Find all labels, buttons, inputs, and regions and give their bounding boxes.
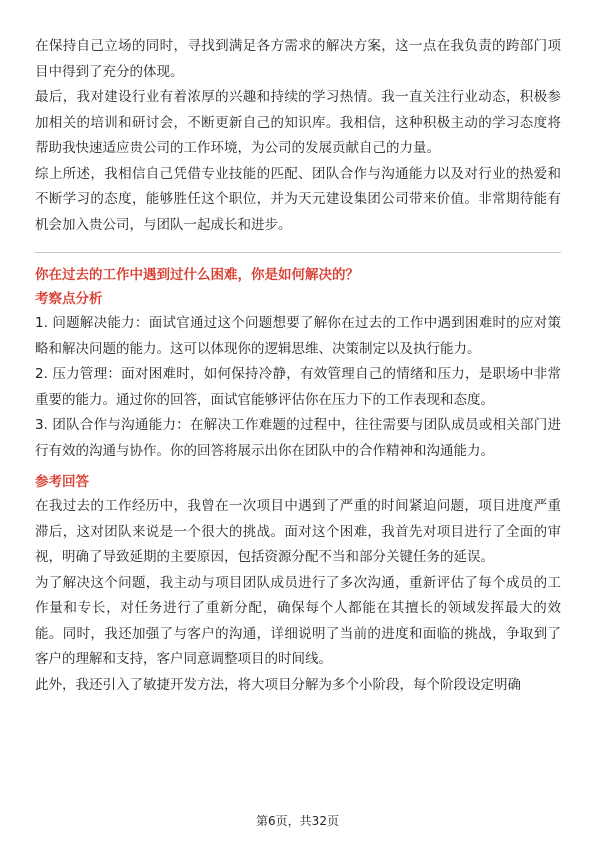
intro-paragraph-2: 最后，我对建设行业有着浓厚的兴趣和持续的学习热情。我一直关注行业动态，积极参加相关的培训和研讨会，不断更新自己的知识库。我相信，这种积极主动的学习态度将帮助我快速适应贵公司的工作环境，为公司的发展贡献自己的力量。 [35,89,561,156]
intro-paragraph-1: 在保持自己立场的同时，寻找到满足各方需求的解决方案，这一点在我负责的跨部门项目中得到了充分的体现。 [35,38,561,80]
analysis-point-3: 3. 团队合作与沟通能力：在解决工作难题的过程中，往往需要与团队成员或相关部门进行有效的沟通与协作。你的回答将展示出你在团队中的合作精神和沟通能力。 [35,417,561,459]
analysis-point-2: 2. 压力管理：面对困难时，如何保持冷静，有效管理自己的情绪和压力，是职场中非常重要的能力。通过你的回答，面试官能够评估你在压力下的工作表现和态度。 [35,366,561,408]
answer-paragraph-1: 在我过去的工作经历中，我曾在一次项目中遇到了严重的时间紧迫问题，项目进度严重滞后，这对团队来说是一个很大的挑战。面对这个困难，我首先对项目进行了全面的审视，明确了导致延期的主要原因，包括资源分配不当和部分关键任务的延误。 [35,498,561,565]
answer-paragraph-3: 此外，我还引入了敏捷开发方法，将大项目分解为多个小阶段，每个阶段设定明确 [35,676,521,693]
analysis-point-1: 1. 问题解决能力：面试官通过这个问题想要了解你在过去的工作中遇到困难时的应对策略和解决问题的能力。这可以体现你的逻辑思维、决策制定以及执行能力。 [35,315,561,357]
interview-question: 你在过去的工作中遇到过什么困难，你是如何解决的？ [35,267,359,283]
answer-heading: 参考回答 [35,474,89,490]
intro-paragraph-3: 综上所述，我相信自己凭借专业技能的匹配、团队合作与沟通能力以及对行业的热爱和不断学习的态度，能够胜任这个职位，并为天元建设集团公司带来价值。非常期待能有机会加入贵公司，与团队一起成长和进步。 [35,165,561,233]
answer-paragraph-2: 为了解决这个问题，我主动与项目团队成员进行了多次沟通，重新评估了每个成员的工作量和专长，对任务进行了重新分配，确保每个人都能在其擅长的领域发挥最大的效能。同时，我还加强了与客户的沟通，详细说明了当前的进度和面临的挑战，争取到了客户的理解和支持，客户同意调整项目的时间线。 [35,574,561,667]
analysis-heading: 考察点分析 [35,291,103,307]
section-divider [35,252,561,253]
page-number: 第6页，共32页 [256,814,339,828]
document-page [35,34,561,698]
